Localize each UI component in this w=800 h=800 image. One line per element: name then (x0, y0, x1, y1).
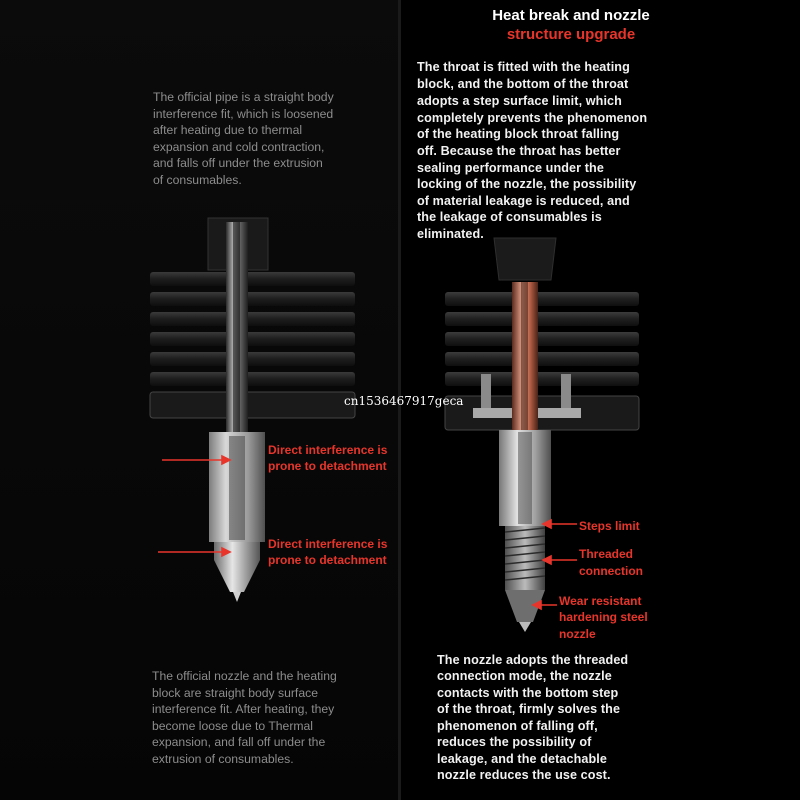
text-line: phenomenon of falling off, (437, 719, 598, 733)
text-line: of material leakage is reduced, and (417, 194, 630, 208)
text-line: and falls off under the extrusion (153, 156, 323, 170)
text-line: completely prevents the phenomenon (417, 111, 648, 125)
text-line: off. Because the throat has better (417, 144, 621, 158)
watermark-text: cn1536467917geca (344, 394, 464, 408)
label-hardening: hardening steel (559, 610, 648, 624)
text-line: The official pipe is a straight body (153, 90, 334, 104)
text-line: locking of the nozzle, the possibility (417, 177, 637, 191)
text-line: the leakage of consumables is (417, 210, 602, 224)
text-line: The throat is fitted with the heating (417, 60, 630, 74)
left-panel-official (0, 0, 398, 800)
text-line: eliminated. (417, 227, 484, 241)
label-line: prone to detachment (268, 553, 387, 567)
text-line: contacts with the bottom step (437, 686, 619, 700)
label-threaded: Threaded (579, 547, 634, 561)
text-line: become loose due to Thermal (152, 719, 314, 733)
text-line: of the throat, firmly solves the (437, 702, 621, 716)
text-line: The nozzle adopts the threaded (437, 653, 629, 667)
text-line: leakage, and the detachable (437, 752, 607, 766)
label-nozzle: nozzle (559, 627, 596, 641)
label-line: Direct interference is (268, 443, 388, 457)
text-line: reduces the possibility of (437, 735, 592, 749)
text-line: expansion, and fall off under the (152, 735, 326, 749)
nozzle (214, 542, 260, 592)
text-line: adopts a step surface limit, which (417, 94, 622, 108)
text-line: of consumables. (153, 173, 242, 187)
heatsink-top (494, 238, 556, 280)
label-wear: Wear resistant (559, 594, 642, 608)
text-line: after heating due to thermal (153, 123, 303, 137)
label-connection: connection (579, 564, 644, 578)
text-line: interference fit. After heating, they (152, 702, 335, 716)
title-line-1: Heat break and nozzle (492, 7, 650, 24)
text-line: of the heating block throat falling (417, 127, 620, 141)
text-line: expansion and cold contraction, (153, 140, 325, 154)
text-line: extrusion of consumables. (152, 752, 294, 766)
label-steps-limit: Steps limit (579, 519, 640, 533)
text-line: block, and the bottom of the throat (417, 77, 629, 91)
text-line: sealing performance under the (417, 161, 604, 175)
label-line: Direct interference is (268, 537, 388, 551)
text-line: nozzle reduces the use cost. (437, 768, 611, 782)
text-line: block are straight body surface (152, 686, 318, 700)
title-line-2: structure upgrade (506, 26, 636, 43)
text-line: The official nozzle and the heating (152, 669, 337, 683)
text-line: interference fit, which is loosened (153, 107, 334, 121)
threaded-nozzle (505, 526, 545, 632)
text-line: connection mode, the nozzle (437, 669, 612, 683)
label-line: prone to detachment (268, 459, 387, 473)
heatsink-fins (150, 272, 355, 418)
